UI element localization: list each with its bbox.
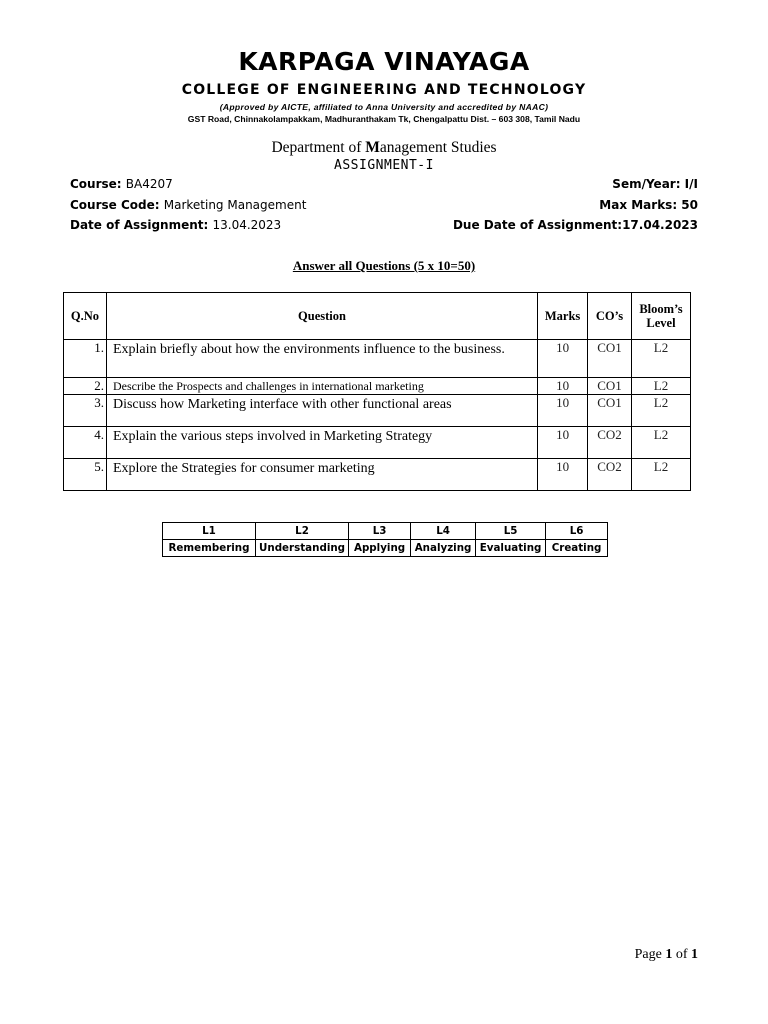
question-number: 3.	[64, 395, 107, 427]
legend-name: Applying	[349, 540, 411, 557]
legend-name: Remembering	[163, 540, 256, 557]
question-text: Describe the Prospects and challenges in international marketing	[106, 378, 537, 395]
assignment-date-label: Date of Assignment:	[70, 218, 213, 232]
header-qno: Q.No	[64, 293, 107, 340]
course-code-label: Course Code:	[70, 198, 164, 212]
assignment-title: ASSIGNMENT-I	[334, 158, 434, 173]
question-marks: 10	[538, 378, 588, 395]
header-blooms: Bloom’s Level	[632, 293, 691, 340]
question-number: 5.	[64, 459, 107, 491]
question-text: Explore the Strategies for consumer marketing	[106, 459, 537, 491]
question-co: CO1	[588, 378, 632, 395]
meta-row-course	[70, 176, 698, 192]
question-co: CO1	[588, 340, 632, 378]
course-value: BA4207	[125, 177, 173, 191]
question-level: L2	[632, 378, 691, 395]
legend-level: L5	[476, 523, 546, 540]
question-co: CO1	[588, 395, 632, 427]
institution-approval: (Approved by AICTE, affiliated to Anna University and accredited by NAAC)	[219, 102, 549, 112]
assignment-date-value: 13.04.2023	[212, 218, 282, 232]
legend-name: Creating	[546, 540, 608, 557]
table-row	[64, 340, 691, 378]
meta-row-code	[70, 197, 698, 213]
legend-level: L2	[256, 523, 349, 540]
page-of-label: of	[672, 947, 691, 962]
legend-names-row	[163, 540, 608, 557]
assignment-date-info	[70, 217, 281, 233]
legend-name: Understanding	[256, 540, 349, 557]
table-row	[64, 459, 691, 491]
question-number: 1.	[64, 340, 107, 378]
question-text: Explain the various steps involved in Marketing Strategy	[106, 427, 537, 459]
question-marks: 10	[538, 340, 588, 378]
legend-level: L4	[411, 523, 476, 540]
page-label: Page	[634, 947, 666, 962]
question-level: L2	[632, 427, 691, 459]
legend-level: L3	[349, 523, 411, 540]
department-rest: anagement Studies	[379, 139, 497, 156]
institution-name: KARPAGA VINAYAGA	[238, 47, 530, 76]
table-row	[64, 395, 691, 427]
table-header-row	[64, 293, 691, 340]
page-total: 1	[691, 947, 698, 962]
page-number	[635, 946, 698, 964]
question-level: L2	[632, 459, 691, 491]
question-co: CO2	[588, 427, 632, 459]
instruction: Answer all Questions (5 x 10=50)	[292, 258, 476, 273]
course-info	[70, 176, 173, 192]
legend-level: L1	[163, 523, 256, 540]
legend-level: L6	[546, 523, 608, 540]
table-row	[64, 378, 691, 395]
legend-levels-row	[163, 523, 608, 540]
question-marks: 10	[538, 395, 588, 427]
institution-address: GST Road, Chinnakolampakkam, Madhuranthakam Tk, Chengalpattu Dist. – 603 308, Tamil Nadu	[187, 114, 581, 124]
question-number: 4.	[64, 427, 107, 459]
legend-name: Evaluating	[476, 540, 546, 557]
header-question: Question	[106, 293, 537, 340]
institution-header	[0, 46, 768, 125]
question-text: Discuss how Marketing interface with other functional areas	[106, 395, 537, 427]
institution-subtitle: COLLEGE OF ENGINEERING AND TECHNOLOGY	[181, 82, 587, 98]
question-level: L2	[632, 395, 691, 427]
sem-year: Sem/Year: I/I	[612, 177, 698, 191]
department-initial: M	[365, 139, 380, 156]
department-prefix: Department of	[271, 139, 366, 156]
questions-table	[63, 292, 691, 491]
table-row	[64, 427, 691, 459]
course-label: Course:	[70, 177, 126, 191]
question-marks: 10	[538, 459, 588, 491]
course-code-value: Marketing Management	[163, 198, 307, 212]
question-marks: 10	[538, 427, 588, 459]
meta-row-date	[70, 217, 698, 233]
legend-name: Analyzing	[411, 540, 476, 557]
question-level: L2	[632, 340, 691, 378]
question-text: Explain briefly about how the environments influence to the business.	[106, 340, 537, 378]
max-marks: Max Marks: 50	[599, 198, 698, 212]
due-date: Due Date of Assignment:17.04.2023	[452, 218, 698, 232]
question-number: 2.	[64, 378, 107, 395]
header-cos: CO’s	[588, 293, 632, 340]
course-code-info	[70, 197, 306, 213]
department-title	[0, 138, 768, 158]
question-co: CO2	[588, 459, 632, 491]
page-current: 1	[665, 947, 673, 962]
header-marks: Marks	[538, 293, 588, 340]
blooms-legend-table	[162, 522, 608, 557]
